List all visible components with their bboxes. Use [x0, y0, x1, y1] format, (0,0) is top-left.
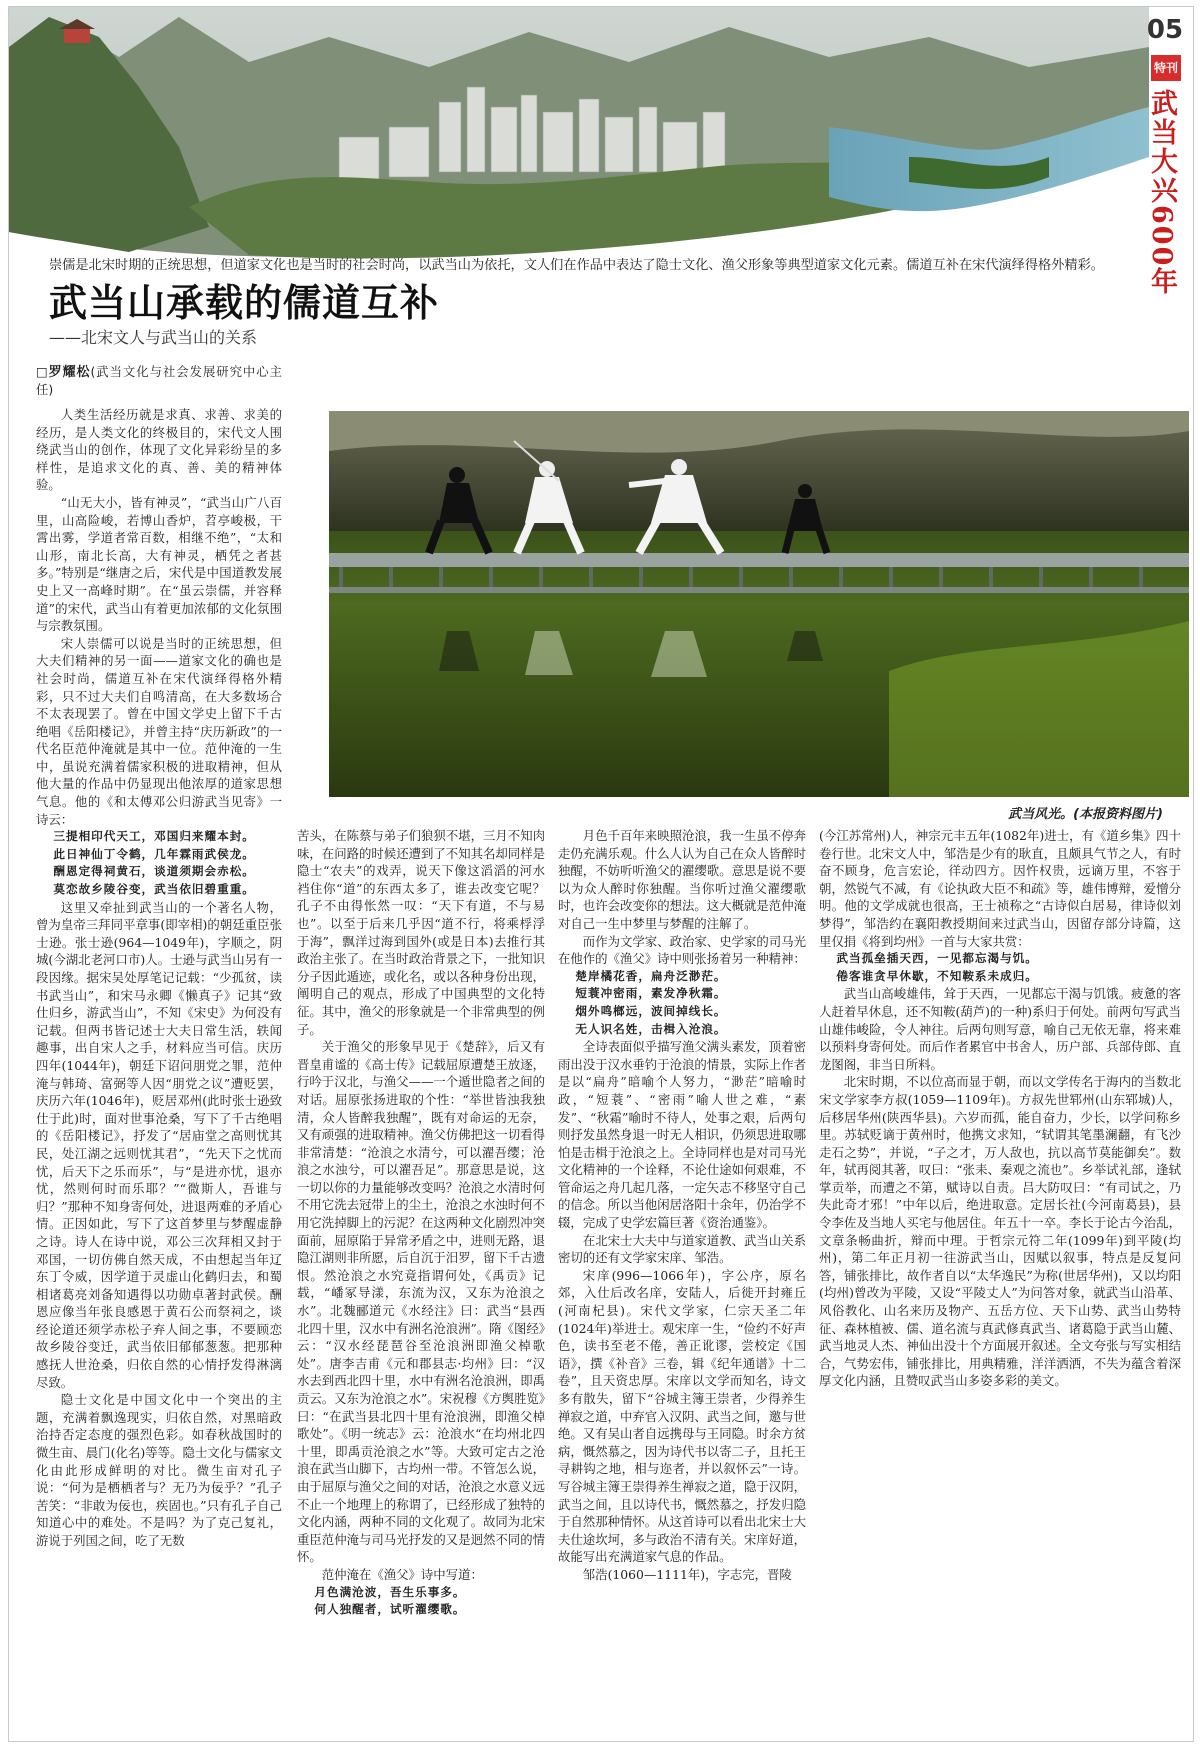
- paragraph: 宋庠(996—1066年)，字公序，原名郊，入仕后改名庠，安陆人，后徙开封雍丘(河南杞县)。宋代文学家，仁宗天圣二年(1024年)举进士。观宋庠一生，“俭约不好声色，读书至老不倦，善正讹谬，尝校定《国语》，撰《补音》三卷，辑《纪年通谱》十二卷”，且天资忠厚。宋庠以文学而知名，诗文多有散失，留下“谷城主簿王崇者，少得养生禅寂之道，中弃官入汉阴、武当之间，邀与世绝。又有吴山者自远携母与王同隐。时余方贫病，慨然慕之，因为诗代书以寄二子，且托王寻耕钩之地，相与迩者，并以叙怀云”一诗。写谷城主簿王崇得养生禅寂之道，隐于汉阴，武当之间，且以诗代书，慨然慕之，抒发归隐于自然那种情怀。从这首诗可以看出北宋士大夫仕途坎坷，多与政治不清有关。宋庠好道，故能写出充满道家气息的作品。: [558, 1267, 806, 1565]
- paragraph: 在北宋士大夫中与道家道教、武当山关系密切的还有文学家宋庠、邹浩。: [558, 1232, 806, 1266]
- section-badge: 特刊: [1151, 55, 1181, 81]
- section-title: 武当大兴600年: [1146, 89, 1177, 297]
- paragraph: 全诗表面似乎描写渔父满头素发，顶着密雨出没于汉水垂钓于沧浪的情景，实际上作者是以“扁舟”暗喻个人努力，“渺茫”暗喻时政，“短蓑”、“密雨”喻人世之难，“素发”、“秋霜”喻时不待人，处事之艰，后两句则抒发虽然身退一时无人相识，仍须思进取哪怕是击楫于沧浪之上。全诗同样也是对司马光文化精神的一个诠释，不论仕途如何艰难，不管命运之舟几起几落，一定矢志不移坚守自己的信念。所以当他闲居洛阳十余年，仍治学不辍，完成了史学宏篇巨著《资治通鉴》。: [558, 1039, 806, 1231]
- poem-line: 无人识名姓，击楫入沧浪。: [575, 1021, 727, 1036]
- poem-line: 倦客谁贪早休歇，不知鞍系未成归。: [836, 968, 1038, 983]
- header-banner: [9, 7, 1149, 277]
- paragraph: 月色千百年来映照沧浪，我一生虽不停奔走仍充满乐观。什么人认为自己在众人皆醉时独醒，不妨听听渔父的濯缨歌。意思是说不要以为众人醉时你独醒。当你听过渔父濯缨歌时，也许会改变你的想法。这大概就是范仲淹对自己一生中梦里与梦醒的注解了。: [558, 828, 806, 931]
- paragraph: 这里又牵扯到武当山的一个著名人物，曾为皇帝三拜同平章事(即宰相)的朝廷重臣张士逊。张士逊(964—1049年)，字顺之，阴城(今湖北老河口市)人。士逊与武当山另有一段因缘。据宋吴处厚笔记记载：“少孤贫，读书武当山”，和宋马永卿《懒真子》记其“致仕归乡，游武当山”，不知《宋史》为何没有记载。但两书皆记述士大夫日常生活，轶闻趣事，出自宋人之手，材料应当可信。庆历四年(1044年)，朝廷下诏问朋党之罪，范仲淹与韩琦、富弼等人因“朋党之议”遭贬罢，庆历六年(1046年)，贬居邓州(此时张士逊致仕于此)时，面对世事沧桑，写下了千古绝唱的《岳阳楼记》，抒发了“居庙堂之高则忧其民，处江湖之远则忧其君”，“先天下之忧而忧，后天下之乐而乐”，与“是进亦忧，退亦忧，然则何时而乐耶？”“微斯人，吾谁与归？”那种不知身寄何处，进退两难的矛盾心情。正因如此，写下了这首梦里与梦醒虚静之诗。诗人在诗中说，邓公三次拜相又封于邓国，一切仿佛自然天成，不由想起当年辽东丁令威，因学道于灵虚山化鹤归去，和蜀相诸葛亮刘备知遇得以功勋卓著封武侯。酬恩应像当年张良感恩于黄石公而祭祠之，谈经论道还须学赤松子弃人间之事，不要顾恋故乡陵谷变迁，武当依旧郁郁葱葱。把那种感抚人世沧桑，归依自然的心情抒发得淋漓尽致。: [36, 899, 282, 1390]
- poem-line: 何人独醒者，试听濯缨歌。: [314, 1602, 466, 1617]
- newspaper-page: [8, 6, 1194, 1742]
- landscape-banner-image: [9, 7, 1149, 277]
- tai-chi-lake-image: [329, 411, 1189, 797]
- byline: [36, 363, 282, 398]
- paragraph: 范仲淹在《渔父》诗中写道：: [321, 1566, 483, 1582]
- headline: 武当山承载的儒道互补: [49, 280, 440, 325]
- poem-line: 月色满沧波，吾生乐事多。: [314, 1584, 466, 1599]
- martial-arts-photo: [329, 411, 1189, 797]
- subheadline: ——北宋文人与武当山的关系: [49, 328, 258, 347]
- column-4: [819, 827, 1181, 1390]
- byline-marker: □: [36, 364, 49, 379]
- poem-line: 烟外鸣榔远，波间掉线长。: [575, 1003, 727, 1018]
- paragraph: 人类生活经历就是求真、求善、求美的经历，是人类文化的终极目的，宋代文人围绕武当山的创作，体现了文化异彩纷呈的多样性，是追求文化的真、善、美的精神体验。: [36, 407, 282, 493]
- page-number: 05: [1146, 15, 1184, 45]
- photo-caption: 武当风光。(本报资料图片): [1008, 807, 1163, 822]
- paragraph: 邹浩(1060—1111年)，字志完，晋陵: [582, 1566, 792, 1582]
- poem-line: 此日神仙丁令鹤，几年霖雨武侯龙。: [53, 846, 255, 861]
- poem-line: 武当孤垒插天西，一见都忘渴与饥。: [836, 951, 1038, 966]
- poem-line: 三提相印代天工，邓国归来耀本封。: [53, 829, 255, 844]
- column-3: [558, 827, 806, 1584]
- paragraph: 宋人崇儒可以说是当时的正统思想，但大夫们精神的另一面——道家文化的确也是社会时尚，儒道互补在宋代演绎得格外精彩，只不过大夫们自鸣清高，在大多数场合不太表现罢了。曾在中国文学史上留下千古绝唱《岳阳楼记》，并曾主持“庆历新政”的一代名臣范仲淹就是其中一位。范仲淹的一生中，虽说充满着儒家积极的进取精神，但从他大量的作品中仍显现出他浓厚的道家思想气息。他的《和太傅邓公归游武当见寄》一诗云：: [36, 635, 282, 827]
- poem-line: 莫恋故乡陵谷变，武当依旧碧重重。: [53, 882, 255, 897]
- column-2: [297, 827, 545, 1619]
- paragraph: 而作为文学家、政治家、史学家的司马光在他作的《渔父》诗中则张扬着另一种精神：: [558, 933, 806, 967]
- column-1: [36, 363, 282, 1550]
- poem-line: 短蓑冲密雨，素发净秋霜。: [575, 986, 727, 1001]
- author-name: 罗耀松: [48, 365, 91, 380]
- paragraph: (今江苏常州)人，神宗元丰五年(1082年)进士，有《道乡集》四十卷行世。北宋文人中，邹浩是少有的耿直，且颇具气节之人，有时奋不顾身，危言宏论，徉动四方。因忤权贵，远谪万里，不容于朝，然锐气不减，有《论执政大臣不和疏》等，雄伟博辩，爱憎分明。他的文学成就也很高，王士祯称之“古诗似白居易，律诗似刘梦得”，邹浩约在襄阳教授期间来过武当山，因留存部分诗篇，这里仅捐《将到均州》一首与大家共赏：: [819, 828, 1181, 949]
- paragraph: 隐士文化是中国文化中一个突出的主题，充满着飘逸现实，归依自然，对黑暗政治持否定态度的强烈色彩。如春秋战国时的微生亩、晨门(化名)等等。隐士文化与儒家文化由此形成鲜明的对比。微生亩对孔子说：“何为是栖栖者与？无乃为佞乎？”孔子苦笑：“非敢为佞也，疾固也。”只有孔子自己知道心中的难处。不是吗？为了克己复礼，游说于列国之间，吃了无数: [36, 1392, 282, 1548]
- paragraph: 北宋时期，不以位高而显于朝，而以文学传名于海内的当数北宋文学家李方叔(1059—1109年)。方叔先世郓州(山东郓城)人，后移居华州(陕西华县)。六岁而孤，能自奋力，少长，以学问称乡里。苏轼贬谪于黄州时，他携文求知，“轼谓其笔墨澜翻，有飞沙走石之势”，并说，“子之才，万人敌也，抗以高节莫能御矣”。数年，轼再阅其著，叹曰：“张耒、秦观之流也”。乡举试礼部，逢轼掌贡举，而遭之不第，赋诗以自责。吕大防叹曰：“有司试之，乃失此奇才邪！”中年以后，绝进取意。定居长社(今河南葛县)，县令李佐及当地人买宅与他居住。年五十一卒。李长于论古今治乱，文章条畅曲折，辩而中理。于哲宗元符二年(1099年)到平陵(均州)，第二年正月初一往游武当山，因赋以叙事，特点是反复问答，铺张排比，故作者自以“太华逸民”为称(世居华州)，又以均阳(均州)曾改为平陵，又设“平陵丈人”为问答对象，就武当山沿革、风俗教化、山名来历及物产、五岳方位、天下山势、武当山势特征、森林植被、儒、道名流与真武修真武当、诸葛隐于武当山麓、武当地灵人杰、神仙出没十个方面展开叙述。全文夸张与写实相结合，气势宏伟，铺张排比，用典精雅，洋洋洒洒，不失为蕴含着深厚文化内涵，且赞叹武当山多姿多彩的美文。: [819, 1074, 1181, 1389]
- poem-line: 楚岸橘花香，扁舟泛渺茫。: [575, 968, 727, 983]
- poem-line: 酬恩定得祠黄石，谈道须期会赤松。: [53, 864, 255, 879]
- paragraph: 苦头，在陈蔡与弟子们狼狈不堪，三月不知肉味，在问路的时候还遭到了不知其名却同样是隐士“农夫”的戏弄，说天下像这滔滔的河水裆住你“道”的东西太多了，谁去改变它呢？孔子不由得怅然一叹：“天下有道，不与易也”。以至于后来几乎因“道不行，将乘桴浮于海”，飘洋过海到国外(或是日本)去推行其政治主张了。在当时政治背景之下，一批知识分子因此遁迹，或化名，或以各种身份出现，阐明自己的观点，形成了中国典型的文化特征。其中，渔父的形象就是一个非常典型的例子。: [297, 828, 545, 1037]
- author-affiliation: (武当文化与社会发展研究中心主任): [36, 364, 282, 397]
- lead-paragraph: 崇儒是北宋时期的正统思想，但道家文化也是当时的社会时尚，以武当山为依托，文人们在作品中表达了隐士文化、渔父形象等典型道家文化元素。儒道互补在宋代演绎得格外精彩。: [49, 258, 1104, 273]
- paragraph: 武当山高峻雄伟，耸于天西，一见都忘干渴与饥饿。疲惫的客人赶着早休息，还不知鞍(葫芦)的一种)系归于何处。前两句写武当山雄伟峻险，令人神往。后两句则写意，喻自己无依无靠，将来难以预料身寄何处。而后作者累官中书舍人，历户部、兵部侍郎、直龙图阁，非当日所料。: [819, 986, 1181, 1072]
- paragraph: 关于渔父的形象早见于《楚辞》，后又有晋皇甫谧的《高士传》记载屈原遭楚王放逐，行吟于汉北，与渔父——一个遁世隐者之间的对话。屈原张扬进取的个性：“举世皆浊我独清，众人皆醉我独醒”，既有对命运的无奈，又有顽强的进取精神。渔父仿佛把这一切看得非常清楚：“沧浪之水清兮，可以濯吾缨；沧浪之水浊兮，可以濯吾足”。那意思是说，这一切以你的力量能够改变吗？沧浪之水清时何不用它洗去冠带上的尘土，沧浪之水浊时何不用它洗掉脚上的污泥？在这两种文化剧烈冲突面前，屈原陷于异常矛盾之中，进则无路，退隐江湖则非所愿，后自沉于汨罗，留下千古遗恨。然沧浪之水究竟指谓何处，《禹贡》记载，“嶓冢导漾，东流为汉，又东为沧浪之水”。北魏郦道元《水经注》曰：武当“县西北四十里，汉水中有洲名沧浪洲”。隋《图经》云：“汉水经琵琶谷至沧浪洲即渔父棹歌处”。唐李吉甫《元和郡县志·均州》曰：“汉水去到西北四十里，水中有洲名沧浪洲，即禹贡云。又东为沧浪之水”。宋祝穆《方舆胜览》曰：“在武当县北四十里有沧浪洲，即渔父棹歌处”。《明一统志》云：沧浪水“在均州北四十里，即禹贡沧浪之水”等。大致可定古之沧浪在武当山脚下，古均州一带。不管怎么说，由于屈原与渔父之间的对话，沧浪之水意义远不止一个地理上的称谓了，已经形成了独特的文化内涵，两种不同的文化观了。故同为北宋重臣范仲淹与司马光抒发的又是迥然不同的情怀。: [297, 1039, 545, 1565]
- paragraph: “山无大小，皆有神灵”，“武当山广八百里，山高险峻，若博山香炉，苕亭峻极，干霄出雾，学道者常百数，相继不绝”，“太和山形，南北长高，大有神灵，栖凭之者甚多。”特别是“继唐之后，宋代是中国道教发展史上又一高峰时期”。在“虽云崇儒，并容释道”的宋代，武当山有着更加浓郁的文化氛围与宗教氛围。: [36, 494, 282, 634]
